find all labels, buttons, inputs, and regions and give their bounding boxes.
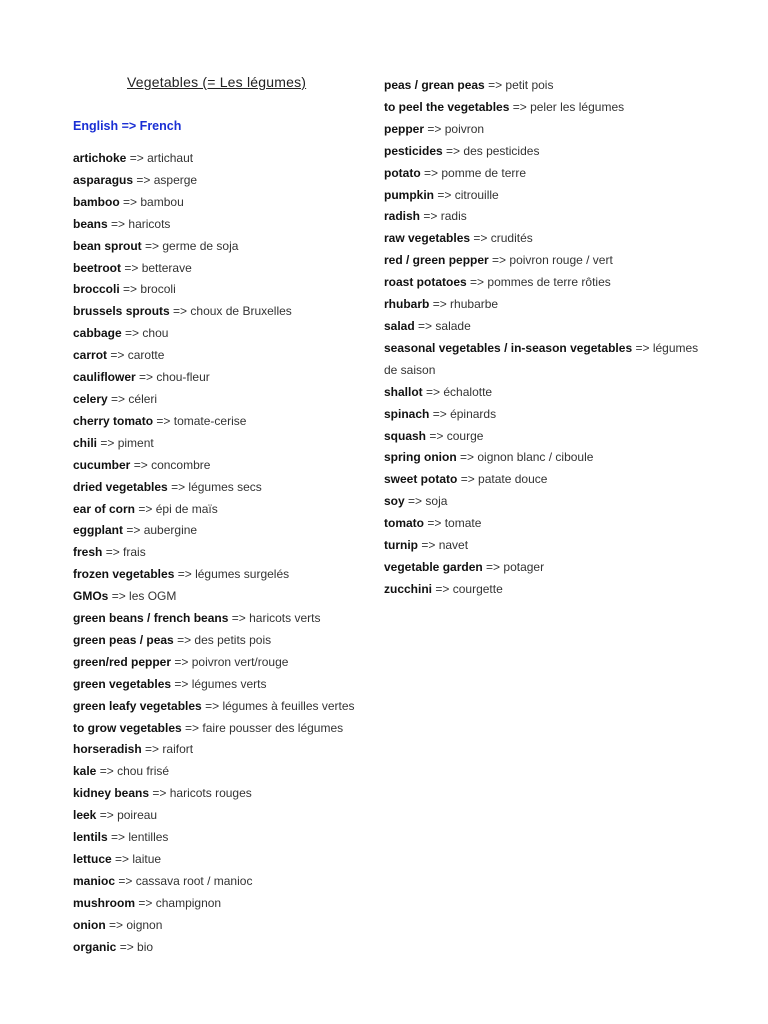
french-term: petit pois [505,78,554,92]
english-term: vegetable garden [384,559,483,574]
french-term: chou-fleur [156,370,210,385]
english-term: zucchini [384,581,433,596]
english-term: green beans / french beans [73,611,229,626]
translation-arrow: => [432,297,447,312]
english-term: brussels sprouts [73,304,170,319]
translation-arrow: => [470,275,485,290]
vocabulary-entry [384,426,714,448]
vocabulary-entry [73,761,383,783]
english-term: pumpkin [384,187,434,202]
vocabulary-entry [73,849,383,871]
french-term: bio [137,939,154,954]
vocabulary-entry [384,535,714,557]
english-term: broccoli [73,282,120,297]
french-term: oignon blanc / ciboule [477,450,594,465]
translation-arrow: => [111,830,126,845]
vocabulary-entry [384,185,714,207]
english-term: mushroom [73,895,136,910]
english-term: manioc [73,873,116,888]
translation-arrow: => [118,873,133,888]
english-term: cherry tomato [73,413,154,428]
french-term: légumes verts [191,676,267,691]
vocabulary-entry [384,513,714,535]
french-term: frais [123,545,146,560]
english-term: green/red pepper [73,654,172,669]
translation-arrow: => [123,282,138,297]
translation-arrow: => [424,165,439,180]
translation-arrow: => [446,143,461,158]
vocabulary-entry [384,75,714,97]
french-term: des pesticides [463,143,540,158]
english-term: red / green pepper [384,253,489,268]
french-term: les OGM [129,589,177,604]
vocabulary-entry [384,250,714,272]
french-term: laitue [132,852,162,866]
french-term: navet [438,538,469,553]
translation-arrow: => [460,472,475,487]
translation-arrow: => [421,538,436,553]
translation-arrow: => [173,304,188,319]
vocabulary-entry [73,739,383,761]
translation-arrow: => [177,567,192,582]
vocabulary-entry [384,491,714,513]
translation-arrow: => [111,216,126,231]
translation-arrow: => [423,209,438,224]
english-term: chili [73,435,98,450]
french-term: artichaut [147,151,194,165]
translation-arrow: => [427,121,442,136]
vocabulary-entry [73,323,383,345]
vocabulary-entry [384,228,714,250]
translation-arrow: => [486,559,501,574]
page-title: Vegetables (= Les légumes) [127,74,307,90]
translation-arrow: => [115,852,130,866]
translation-arrow: => [111,589,126,604]
english-term: kale [73,764,97,779]
french-term: carotte [127,348,165,363]
english-term: salad [384,318,415,333]
french-term: aubergine [143,523,198,538]
french-term: poivron [444,121,485,136]
english-term: kidney beans [73,786,150,801]
vocabulary-entry [384,206,714,228]
vocabulary-entry [73,696,383,718]
french-term: asperge [153,172,198,187]
english-term: rhubarb [384,297,430,312]
translation-arrow: => [174,676,189,691]
english-term: asparagus [73,172,134,187]
vocabulary-entry [384,579,714,601]
english-term: green leafy vegetables [73,698,202,713]
english-term: beans [73,216,108,231]
english-term: soy [384,494,405,509]
translation-arrow: => [129,151,144,165]
french-term: légumes à feuilles vertes [222,698,355,713]
translation-arrow: => [429,428,444,443]
translation-arrow: => [100,435,115,450]
translation-arrow: => [205,698,220,713]
english-term: lettuce [73,852,112,866]
vocabulary-entry [73,214,383,236]
french-term: haricots rouges [169,786,252,801]
vocabulary-entry [73,652,383,674]
french-term: légumes de saison [384,340,699,377]
vocabulary-entry [73,433,383,455]
french-term: lentilles [128,830,169,845]
english-term: GMOs [73,589,109,604]
english-term: seasonal vegetables / in-season vegetables [384,340,633,355]
english-term: to peel the vegetables [384,99,510,114]
translation-arrow: => [635,340,650,355]
english-term: shallot [384,384,423,399]
vocabulary-entry [73,192,383,214]
vocabulary-entry [73,893,383,915]
english-term: sweet potato [384,472,458,487]
vocabulary-entry [384,294,714,316]
translation-arrow: => [432,406,447,421]
french-term: salade [435,318,471,333]
french-term: tomate-cerise [173,413,247,428]
translation-arrow: => [139,370,154,385]
vocabulary-entry [73,805,383,827]
vocabulary-entry [73,389,383,411]
vocabulary-entry [384,382,714,404]
english-term: peas / grean peas [384,78,485,92]
french-term: rhubarbe [450,297,499,312]
english-term: artichoke [73,151,127,165]
french-term: épinards [450,406,497,421]
english-term: pepper [384,121,425,136]
english-term: dried vegetables [73,479,168,494]
french-term: poivron rouge / vert [509,253,613,268]
french-term: raifort [162,742,194,757]
translation-arrow: => [133,457,148,472]
translation-arrow: => [109,917,124,932]
translation-arrow: => [119,939,134,954]
section-subheading: English => French [73,119,182,133]
english-term: spring onion [384,450,457,465]
english-term: organic [73,939,117,954]
vocabulary-entry [73,564,383,586]
english-term: bean sprout [73,238,142,253]
english-term: ear of corn [73,501,136,516]
translation-arrow: => [152,786,167,801]
french-term: crudités [490,231,533,246]
vocabulary-entry [73,608,383,630]
french-term: radis [440,209,467,224]
french-term: chou [142,326,169,341]
translation-arrow: => [426,384,441,399]
english-term: cauliflower [73,370,136,385]
translation-arrow: => [231,611,246,626]
vocabulary-entry [384,316,714,338]
english-term: horseradish [73,742,142,757]
french-term: tomate [444,516,482,531]
vocabulary-entry [73,783,383,805]
english-term: green peas / peas [73,632,174,647]
translation-arrow: => [427,516,442,531]
translation-arrow: => [138,501,153,516]
vocabulary-entry [73,718,383,740]
vocabulary-entry [73,301,383,323]
english-term: squash [384,428,427,443]
french-term: patate douce [478,472,548,487]
translation-arrow: => [110,348,125,363]
english-term: turnip [384,538,418,553]
vocabulary-entry [73,411,383,433]
english-term: fresh [73,545,103,560]
english-term: potato [384,165,421,180]
vocabulary-entry [73,915,383,937]
translation-arrow: => [124,260,139,275]
french-term: des petits pois [194,632,272,647]
french-term: faire pousser des légumes [202,720,344,735]
french-term: haricots verts [249,611,321,626]
english-term: cabbage [73,326,122,341]
vocabulary-entry [384,469,714,491]
vocabulary-entry [73,520,383,542]
english-term: bamboo [73,194,120,209]
vocabulary-entry [384,404,714,426]
french-term: piment [117,435,154,450]
french-term: légumes surgelés [195,567,290,582]
english-term: raw vegetables [384,231,471,246]
english-term: frozen vegetables [73,567,175,582]
english-term: cucumber [73,457,131,472]
vocabulary-entry [73,345,383,367]
vocabulary-list-right [384,75,714,601]
french-term: courgette [452,581,503,596]
french-term: céleri [128,391,158,406]
translation-arrow: => [512,99,527,114]
translation-arrow: => [185,720,200,735]
english-term: eggplant [73,523,123,538]
english-term: roast potatoes [384,275,467,290]
french-term: brocoli [140,282,176,297]
vocabulary-entry [384,141,714,163]
french-term: potager [503,559,545,574]
translation-arrow: => [492,253,507,268]
vocabulary-entry [73,586,383,608]
english-term: tomato [384,516,424,531]
french-term: poivron vert/rouge [191,654,289,669]
english-term: carrot [73,348,108,363]
translation-arrow: => [437,187,452,202]
french-term: chou frisé [117,764,170,779]
translation-arrow: => [171,479,186,494]
vocabulary-list-left [73,148,383,959]
vocabulary-entry [384,272,714,294]
english-term: beetroot [73,260,121,275]
translation-arrow: => [125,326,140,341]
vocabulary-entry [73,477,383,499]
translation-arrow: => [488,78,503,92]
vocabulary-entry [384,447,714,469]
english-term: green vegetables [73,676,172,691]
translation-arrow: => [435,581,450,596]
french-term: soja [425,494,448,509]
french-term: haricots [128,216,171,231]
vocabulary-entry [73,236,383,258]
vocabulary-entry [384,338,714,382]
french-term: concombre [151,457,211,472]
french-term: échalotte [443,384,493,399]
translation-arrow: => [473,231,488,246]
translation-arrow: => [138,895,153,910]
translation-arrow: => [408,494,423,509]
translation-arrow: => [418,318,433,333]
french-term: poireau [117,808,158,823]
translation-arrow: => [145,238,160,253]
french-term: champignon [155,895,222,910]
french-term: betterave [141,260,192,275]
french-term: choux de Bruxelles [190,304,292,319]
vocabulary-entry [73,170,383,192]
vocabulary-entry [73,674,383,696]
translation-arrow: => [460,450,475,465]
vocabulary-entry [73,279,383,301]
french-term: pomme de terre [441,165,527,180]
english-term: leek [73,808,97,823]
english-term: pesticides [384,143,443,158]
translation-arrow: => [99,764,114,779]
vocabulary-entry [73,937,383,959]
vocabulary-entry [384,557,714,579]
vocabulary-entry [73,871,383,893]
french-term: courge [446,428,484,443]
translation-arrow: => [145,742,160,757]
translation-arrow: => [111,391,126,406]
vocabulary-entry [73,499,383,521]
french-term: peler les légumes [530,99,625,114]
translation-arrow: => [126,523,141,538]
translation-arrow: => [99,808,114,823]
vocabulary-entry [73,542,383,564]
vocabulary-entry [73,148,383,170]
translation-arrow: => [177,632,192,647]
english-term: celery [73,391,108,406]
french-term: épi de maïs [155,501,218,516]
vocabulary-entry [73,455,383,477]
vocabulary-entry [384,119,714,141]
french-term: germe de soja [162,238,239,253]
vocabulary-entry [73,630,383,652]
english-term: lentils [73,830,108,845]
english-term: radish [384,209,421,224]
vocabulary-entry [384,97,714,119]
french-term: légumes secs [188,479,262,494]
translation-arrow: => [105,545,120,560]
vocabulary-entry [73,827,383,849]
french-term: cassava root / manioc [135,873,253,888]
vocabulary-entry [73,367,383,389]
translation-arrow: => [174,654,189,669]
english-term: onion [73,917,106,932]
english-term: to grow vegetables [73,720,182,735]
translation-arrow: => [123,194,138,209]
french-term: pommes de terre rôties [487,275,611,290]
translation-arrow: => [156,413,171,428]
french-term: bambou [140,194,184,209]
vocabulary-entry [73,258,383,280]
french-term: citrouille [454,187,499,202]
vocabulary-entry [384,163,714,185]
french-term: oignon [126,917,163,932]
english-term: spinach [384,406,430,421]
translation-arrow: => [136,172,151,187]
